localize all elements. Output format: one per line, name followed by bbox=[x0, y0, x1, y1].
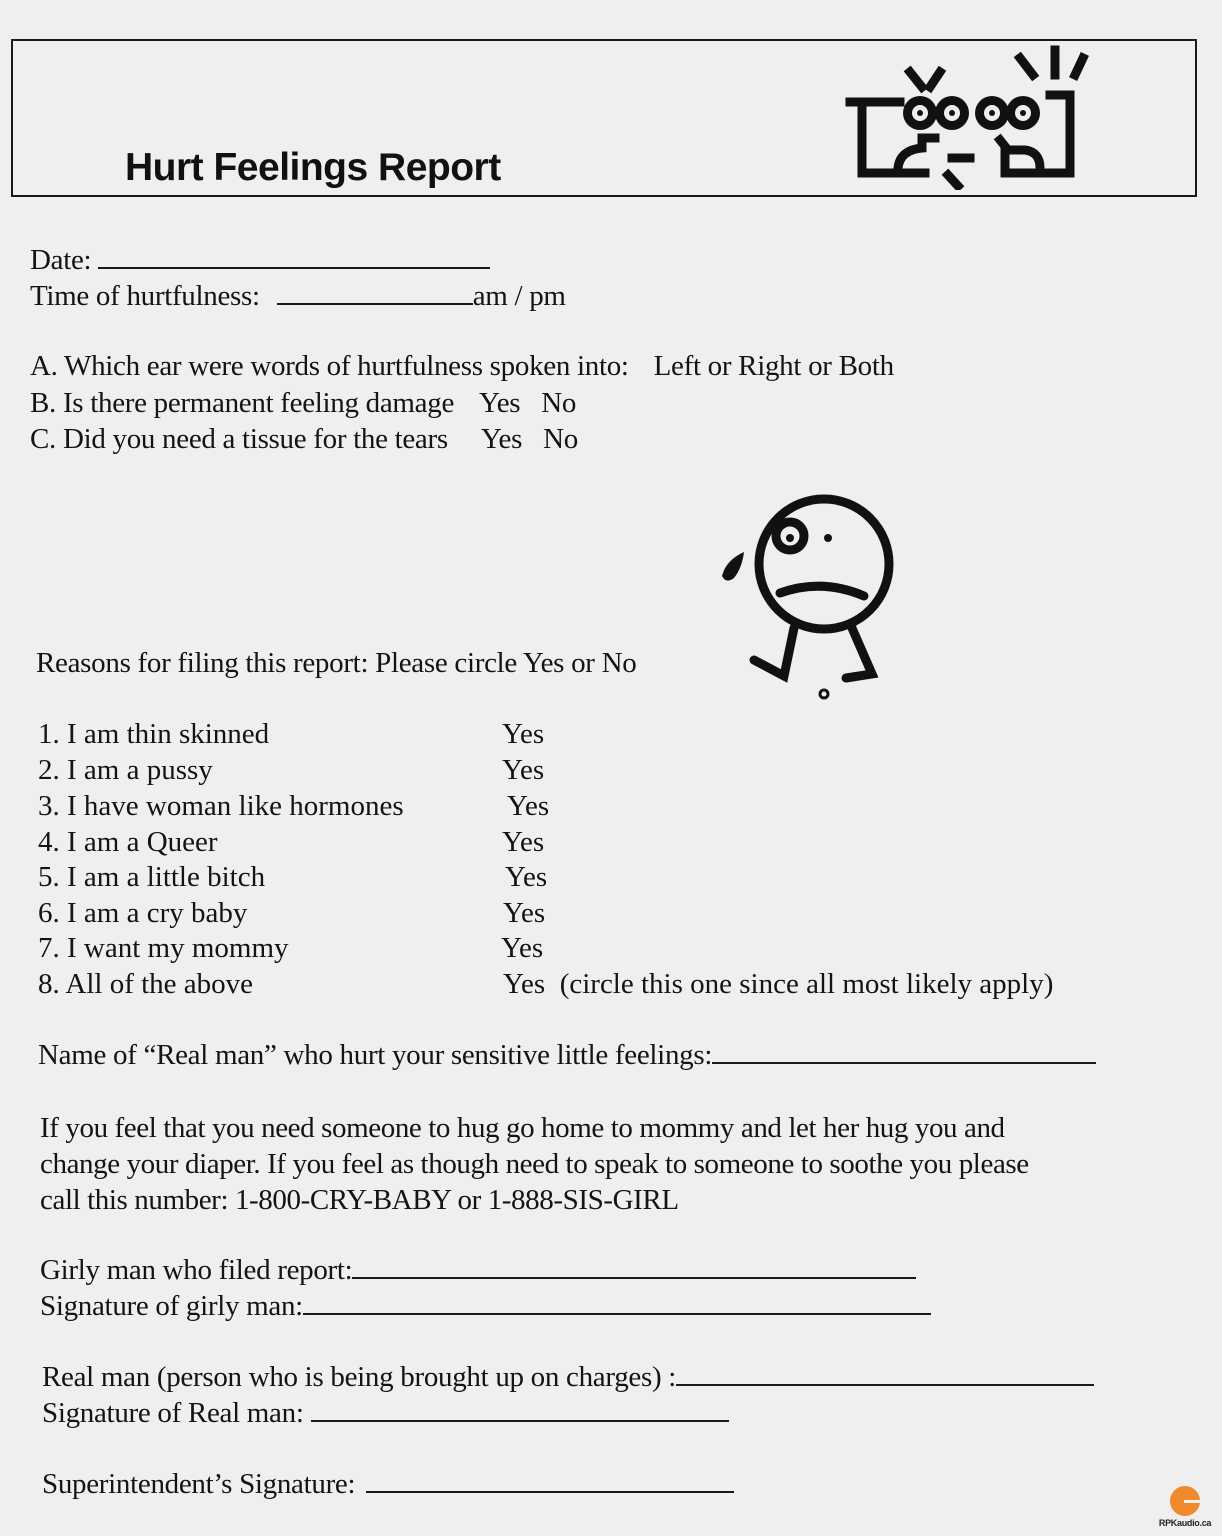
date-input-line[interactable] bbox=[98, 245, 490, 269]
advice-line-2: change your diaper. If you feel as though need to speak to someone to soothe you please bbox=[40, 1148, 1029, 1180]
crying-figure-icon bbox=[712, 488, 902, 703]
reason-answer-3[interactable]: Yes bbox=[507, 790, 550, 822]
reason-item-4: 4. I am a Queer bbox=[38, 826, 218, 858]
filer-signature-input-line[interactable] bbox=[303, 1291, 931, 1315]
reason-answer-1[interactable]: Yes bbox=[502, 718, 545, 750]
advice-paragraph bbox=[40, 1110, 1200, 1218]
question-b-yes[interactable]: Yes bbox=[478, 387, 521, 419]
watermark-logo bbox=[1150, 1486, 1220, 1536]
date-field-row bbox=[30, 244, 490, 277]
question-c-yes[interactable]: Yes bbox=[480, 423, 523, 455]
filer-signature-row bbox=[40, 1290, 931, 1323]
date-label: Date: bbox=[30, 244, 92, 276]
accused-signature-row bbox=[42, 1397, 729, 1430]
filer-signature-label: Signature of girly man: bbox=[40, 1290, 303, 1322]
reason-item-7: 7. I want my mommy bbox=[38, 932, 289, 964]
reason-item-3: 3. I have woman like hormones bbox=[38, 790, 404, 822]
question-c-label: C. Did you need a tissue for the tears bbox=[30, 423, 448, 455]
accused-signature-input-line[interactable] bbox=[311, 1398, 729, 1422]
question-a-options[interactable]: Left or Right or Both bbox=[653, 350, 894, 382]
reason-item-8: 8. All of the above bbox=[38, 968, 254, 1000]
accused-row bbox=[42, 1361, 1094, 1394]
reason-answer-7[interactable]: Yes bbox=[501, 932, 544, 964]
superintendent-signature-input-line[interactable] bbox=[366, 1469, 734, 1493]
time-input-line[interactable] bbox=[277, 281, 473, 305]
reason-item-1: 1. I am thin skinned bbox=[38, 718, 270, 750]
reason-answer-6[interactable]: Yes bbox=[503, 897, 546, 929]
superintendent-label: Superintendent’s Signature: bbox=[42, 1468, 356, 1500]
reason-answer-4[interactable]: Yes bbox=[502, 826, 545, 858]
question-c-no[interactable]: No bbox=[543, 423, 578, 455]
time-label: Time of hurtfulness: bbox=[30, 280, 260, 312]
time-ampm-label: am / pm bbox=[472, 280, 566, 312]
watermark-logo-icon bbox=[1170, 1486, 1200, 1516]
time-field-row bbox=[30, 280, 566, 313]
real-man-name-row bbox=[38, 1039, 1096, 1072]
real-man-name-label: Name of “Real man” who hurt your sensitive little feelings: bbox=[38, 1039, 713, 1071]
reason-item-6: 6. I am a cry baby bbox=[38, 897, 248, 929]
watermark-text: RPKaudio.ca bbox=[1158, 1518, 1212, 1528]
reason-answer-8[interactable]: Yes (circle this one since all most likely apply) bbox=[503, 968, 1054, 1000]
superintendent-row bbox=[42, 1468, 734, 1501]
question-b bbox=[30, 387, 576, 420]
reason-answer-5[interactable]: Yes bbox=[505, 861, 548, 893]
reasons-heading: Reasons for filing this report: Please circle Yes or No bbox=[36, 647, 637, 679]
real-man-name-input-line[interactable] bbox=[712, 1040, 1096, 1064]
question-a-label: A. Which ear were words of hurtfulness spoken into: bbox=[30, 350, 629, 382]
filer-label: Girly man who filed report: bbox=[40, 1254, 353, 1286]
advice-line-3: call this number: 1-800-CRY-BABY or 1-888-SIS-GIRL bbox=[40, 1184, 679, 1216]
question-c bbox=[30, 423, 578, 456]
filer-input-line[interactable] bbox=[352, 1255, 916, 1279]
accused-input-line[interactable] bbox=[676, 1362, 1094, 1386]
question-b-no[interactable]: No bbox=[541, 387, 577, 419]
advice-line-1: If you feel that you need someone to hug go home to mommy and let her hug you and bbox=[40, 1112, 1005, 1144]
accused-signature-label: Signature of Real man: bbox=[42, 1397, 304, 1429]
accused-label: Real man (person who is being brought up on charges) : bbox=[42, 1361, 677, 1393]
reason-answer-2[interactable]: Yes bbox=[502, 754, 545, 786]
filer-row bbox=[40, 1254, 916, 1287]
arguing-faces-icon bbox=[840, 40, 1090, 190]
question-b-label: B. Is there permanent feeling damage bbox=[30, 387, 455, 419]
reason-item-2: 2. I am a pussy bbox=[38, 754, 213, 786]
page-title: Hurt Feelings Report bbox=[125, 146, 501, 189]
question-a bbox=[30, 350, 894, 383]
reason-item-5: 5. I am a little bitch bbox=[38, 861, 266, 893]
